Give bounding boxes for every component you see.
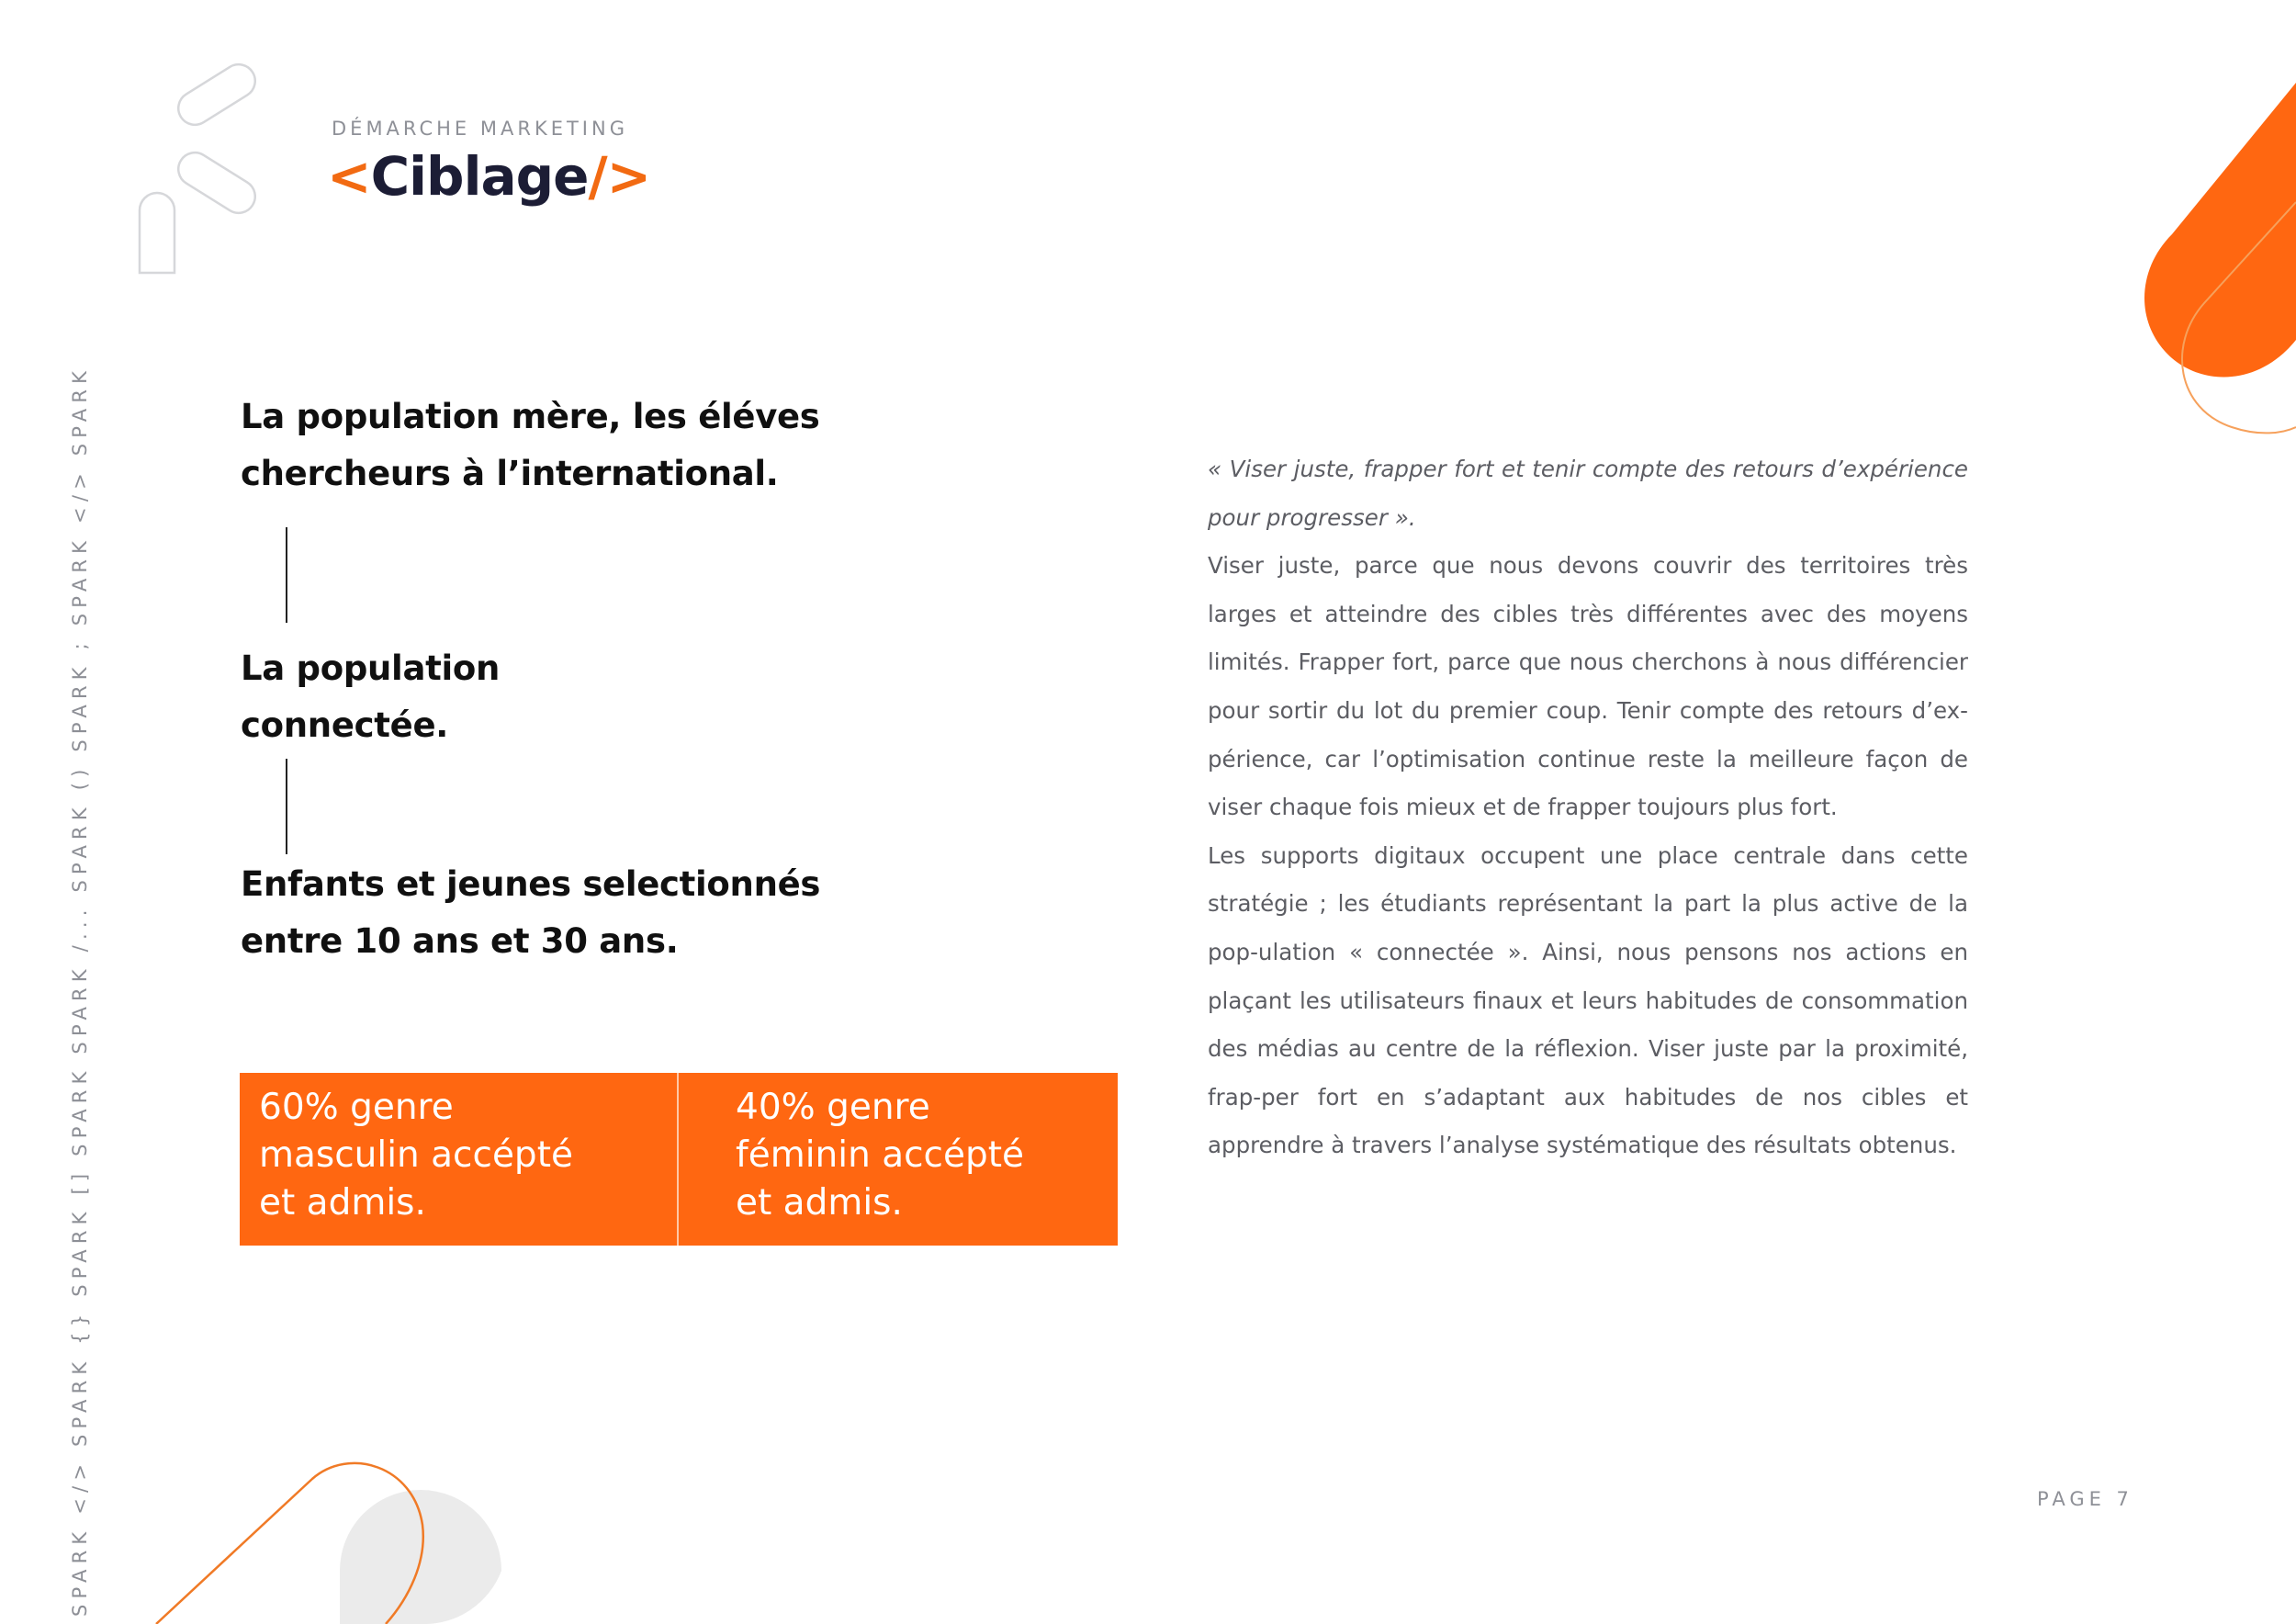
- section-kicker: DÉMARCHE MARKETING: [332, 118, 628, 140]
- side-brand-strip: SPARK </> SPARK {} SPARK [] SPARK SPARK /... SPARK () SPARK ; SPARK </> SPARK: [69, 365, 91, 1617]
- population-item: [241, 856, 820, 970]
- title-close-bracket: />: [588, 145, 651, 208]
- decorative-bottom-shapes: [147, 1460, 514, 1624]
- stat-line: et admis.: [736, 1182, 903, 1224]
- stat-female: [736, 1073, 1112, 1246]
- population-line: connectée.: [241, 705, 448, 745]
- paragraph: Viser juste, parce que nous devons couvrir des territoires très larges et atteindre des cibles très différentes avec des moyens limités. Frapper fort, parce que nous cherchons à nous différencier pour sortir du lot du premier coup. Tenir compte des retours d’ex-périence, car l’optimisation continue reste la meilleure façon de viser chaque fois mieux et de frapper toujours plus fort.: [1208, 552, 1968, 821]
- page-number: PAGE 7: [2037, 1488, 2133, 1510]
- gender-stats-box: [240, 1073, 1118, 1246]
- connector-line: [286, 527, 287, 623]
- stat-divider: [677, 1073, 679, 1246]
- connector-line: [286, 759, 287, 854]
- population-line: entre 10 ans et 30 ans.: [241, 921, 679, 961]
- paragraph: Les supports digitaux occupent une place centrale dans cette stratégie ; les étudiants représentant la part la plus active de la pop-ulation « connectée ». Ainsi, nous pensons nos actions en plaçant les utilisateurs finaux et leurs habitudes de consommation des médias au centre de la réflexion. Viser juste par la proximité, frap-per fort en s’adaptant aux habitudes de nos cibles et apprendre à travers l’analyse systématique des résultats obtenus.: [1208, 841, 1968, 1159]
- quote: « Viser juste, frapper fort et tenir compte des retours d’expérience pour progresser ».: [1208, 456, 1968, 531]
- population-line: chercheurs à l’international.: [241, 454, 779, 493]
- population-line: Enfants et jeunes selectionnés: [241, 864, 821, 904]
- population-line: La population: [241, 648, 501, 688]
- decorative-outline-shapes: [129, 41, 312, 280]
- stat-line: 60% genre: [259, 1087, 454, 1128]
- population-item: [241, 640, 500, 754]
- stat-line: et admis.: [259, 1182, 426, 1224]
- stat-line: féminin accépté: [736, 1134, 1025, 1176]
- body-text: [1208, 445, 1968, 1170]
- title-text: Ciblage: [370, 145, 589, 208]
- title-open-bracket: <: [327, 145, 371, 208]
- decorative-orange-pill: [2131, 83, 2296, 450]
- stat-male: [259, 1073, 672, 1246]
- stat-line: masculin accépté: [259, 1134, 573, 1176]
- stat-line: 40% genre: [736, 1087, 930, 1128]
- page-title: [327, 145, 650, 208]
- population-line: La population mère, les éléves: [241, 397, 820, 436]
- population-item: [241, 389, 820, 502]
